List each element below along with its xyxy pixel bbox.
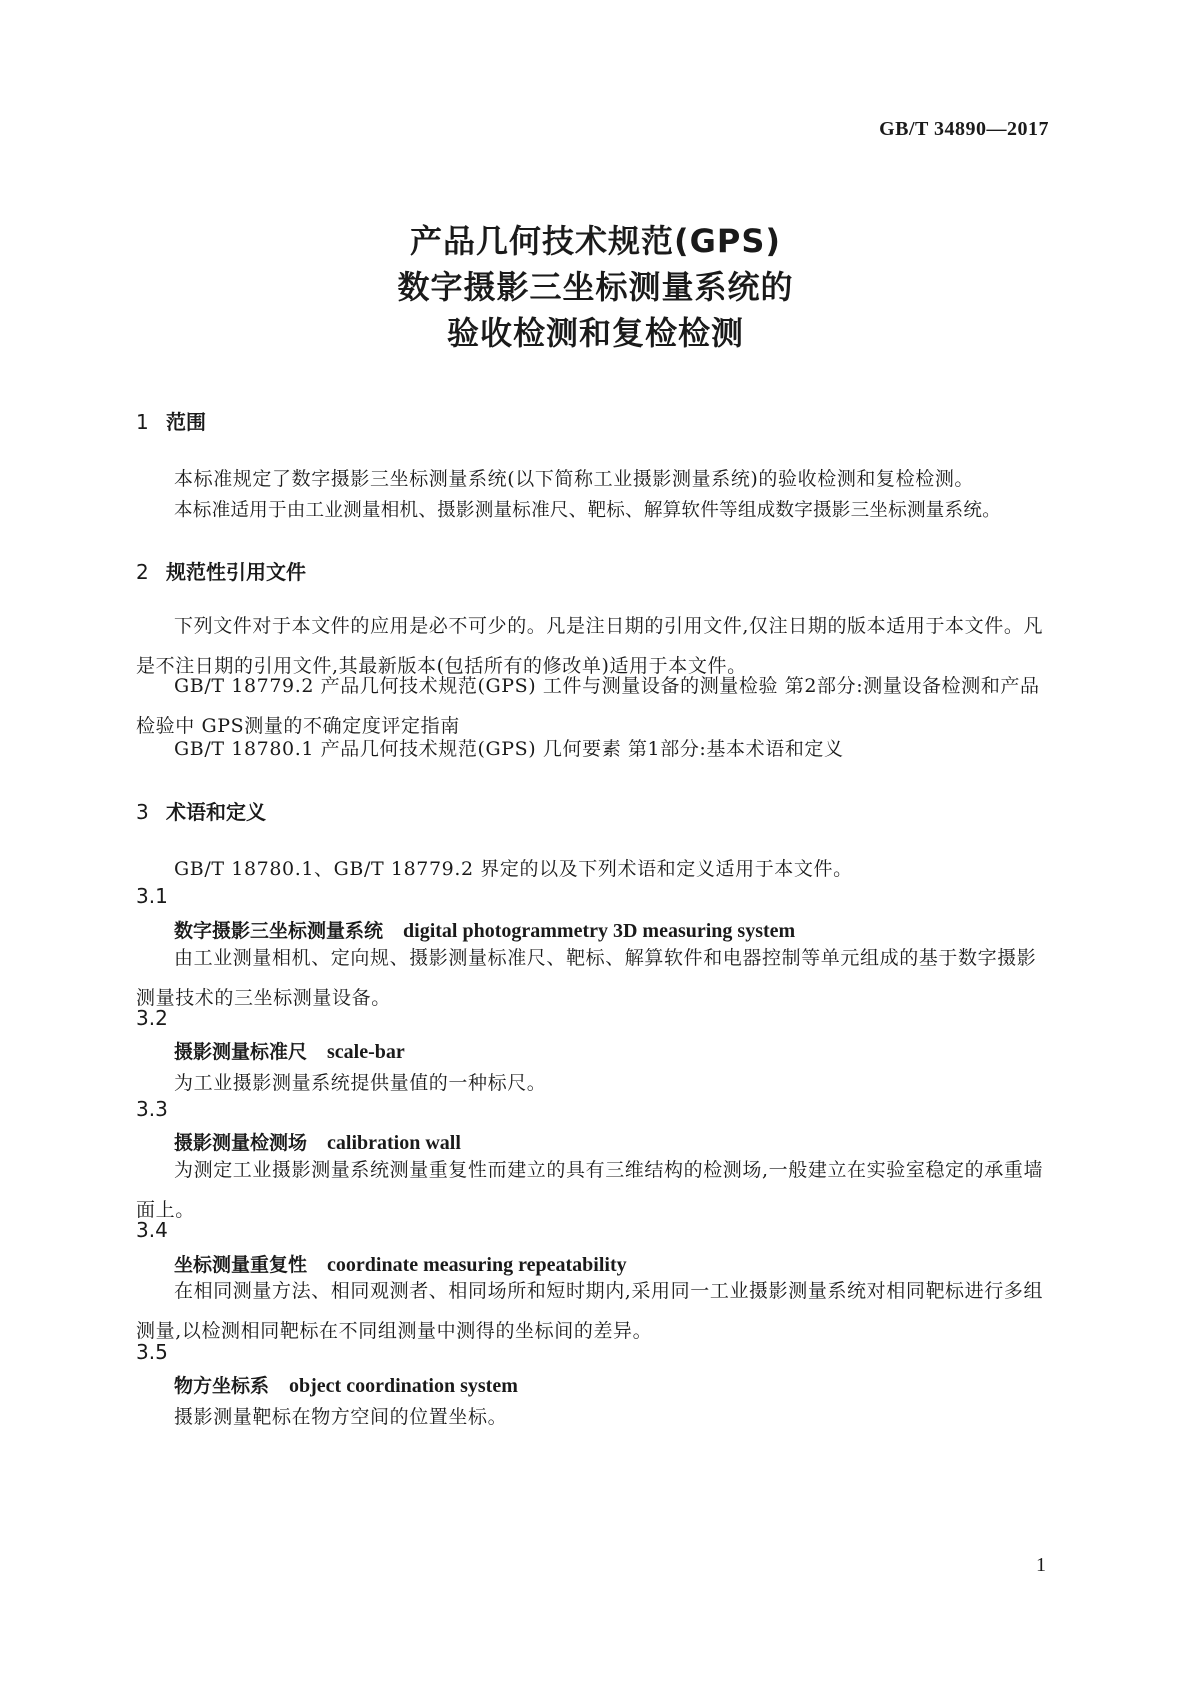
term-number: 3.2 [136, 1006, 168, 1030]
document-title-line2: 数字摄影三坐标测量系统的 [397, 268, 794, 306]
term-en: digital photogrammetry 3D measuring system [403, 920, 796, 942]
section-number: 2 [136, 560, 149, 584]
term-definition: 摄影测量靶标在物方空间的位置坐标。 [174, 1406, 508, 1428]
page-number: 1 [1036, 1554, 1046, 1576]
term-number: 3.3 [136, 1097, 168, 1121]
term-definition: 为工业摄影测量系统提供量值的一种标尺。 [174, 1072, 547, 1094]
paragraph: 下列文件对于本文件的应用是必不可少的。凡是注日期的引用文件,仅注日期的版本适用于本文件。凡是不注日期的引用文件,其最新版本(包括所有的修改单)适用于本文件。 [136, 615, 1044, 677]
term-definition: 由工业测量相机、定向规、摄影测量标准尺、靶标、解算软件和电器控制等单元组成的基于数字摄影测量技术的三坐标测量设备。 [136, 947, 1037, 1009]
normative-reference: GB/T 18779.2 产品几何技术规范(GPS) 工件与测量设备的测量检验 第2部分:测量设备检测和产品检验中 GPS测量的不确定度评定指南 [136, 675, 1040, 737]
document-title-line1: 产品几何技术规范(GPS) [409, 222, 782, 260]
term-en: calibration wall [327, 1132, 461, 1154]
term-definition: 在相同测量方法、相同观测者、相同场所和短时期内,采用同一工业摄影测量系统对相同靶标进行多组测量,以检测相同靶标在不同组测量中测得的坐标间的差异。 [136, 1280, 1044, 1342]
term-zh: 摄影测量检测场 [174, 1132, 308, 1154]
term-en: coordinate measuring repeatability [327, 1254, 627, 1276]
section-title: 规范性引用文件 [166, 560, 306, 584]
term-number: 3.1 [136, 884, 168, 908]
term-zh: 坐标测量重复性 [174, 1254, 308, 1276]
term-en: scale-bar [327, 1041, 405, 1063]
section-1-heading [136, 406, 206, 435]
section-title: 术语和定义 [166, 800, 266, 824]
section-number: 3 [136, 800, 149, 824]
term-number: 3.4 [136, 1218, 168, 1242]
term-number: 3.5 [136, 1340, 168, 1364]
paragraph: GB/T 18780.1、GB/T 18779.2 界定的以及下列术语和定义适用于本文件。 [174, 858, 853, 880]
paragraph: 本标准适用于由工业测量相机、摄影测量标准尺、靶标、解算软件等组成数字摄影三坐标测量系统。 [174, 500, 1001, 521]
term-en: object coordination system [289, 1375, 518, 1397]
term-zh: 物方坐标系 [174, 1375, 270, 1397]
term-zh: 摄影测量标准尺 [174, 1041, 308, 1063]
term-zh: 数字摄影三坐标测量系统 [174, 920, 384, 942]
section-2-heading [136, 556, 306, 585]
standard-number: GB/T 34890—2017 [879, 118, 1049, 140]
paragraph: 本标准规定了数字摄影三坐标测量系统(以下简称工业摄影测量系统)的验收检测和复检检测。 [174, 468, 975, 490]
section-number: 1 [136, 410, 149, 434]
term-title [174, 1371, 518, 1398]
normative-reference: GB/T 18780.1 产品几何技术规范(GPS) 几何要素 第1部分:基本术语和定义 [174, 738, 844, 760]
section-title: 范围 [166, 410, 206, 434]
term-definition: 为测定工业摄影测量系统测量重复性而建立的具有三维结构的检测场,一般建立在实验室稳定的承重墙面上。 [136, 1159, 1044, 1221]
term-title [174, 1037, 405, 1064]
document-title-line3: 验收检测和复检检测 [446, 314, 744, 352]
section-3-heading [136, 796, 266, 825]
